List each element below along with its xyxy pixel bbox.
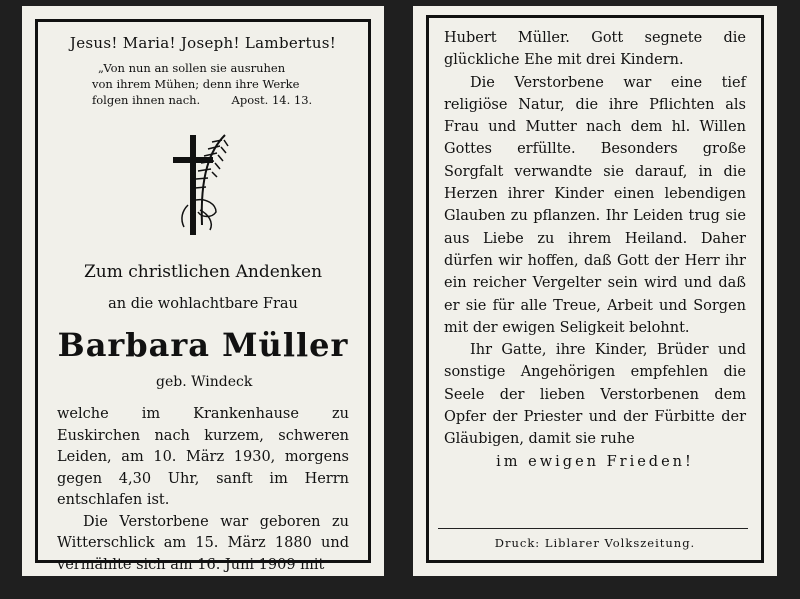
- memorial-card-right: [413, 6, 777, 576]
- divider: [438, 528, 748, 529]
- left-paragraph-2: Die Verstorbene war geboren zu Witterschlick am 15. März 1880 und vermählte sich am 16. Juni 1909 mit: [57, 513, 349, 573]
- right-paragraph-1: Hubert Müller. Gott segnete die glückliche Ehe mit drei Kindern.: [444, 30, 746, 69]
- quote-line-1: „Von nun an sollen sie ausruhen: [98, 61, 286, 75]
- quote-reference: Apost. 14. 13.: [231, 93, 313, 107]
- memorial-card-left: [22, 6, 384, 576]
- cross-with-palm-icon: [170, 130, 230, 240]
- memorial-heading: Zum christlichen Andenken: [83, 262, 323, 282]
- quote-line-2: von ihrem Mühen; denn ihre Werke: [92, 77, 300, 91]
- closing-line: im ewigen Frieden!: [496, 453, 694, 470]
- quote-line-3-text: folgen ihnen nach.: [92, 93, 201, 107]
- left-paragraph-1: welche im Krankenhause zu Euskirchen nach kurzem, schweren Leiden, am 10. März 1930, morgens gegen 4,30 Uhr, sanft im Herrn entschlafen ist.: [57, 406, 349, 508]
- invocation: Jesus! Maria! Joseph! Lambertus!: [69, 34, 337, 52]
- quote-line-3: [92, 92, 352, 108]
- deceased-name: Barbara Müller: [57, 326, 349, 364]
- maiden-name: geb. Windeck: [156, 374, 253, 390]
- right-body-text: [444, 27, 746, 473]
- scripture-quote: [92, 60, 352, 108]
- dedication-line: an die wohlachtbare Frau: [108, 296, 298, 312]
- right-paragraph-3: Ihr Gatte, ihre Kinder, Brüder und sonstige Angehörigen empfehlen die Seele der lieben Verstorbenen dem Opfer der Priester und der Fürbitte der Gläubigen, damit sie ruhe: [444, 342, 746, 448]
- printer-credit: Druck: Liblarer Volkszeitung.: [494, 536, 696, 550]
- right-paragraph-2: Die Verstorbene war eine tief religiöse Natur, die ihre Pflichten als Frau und Mutter nach dem hl. Willen Gottes erfüllte. Besonders große Sorgfalt verwandte sie darauf, in die Herzen ihrer Kinder einen lebendigen Glauben zu pflanzen. Ihr Leiden trug sie aus Liebe zu ihrem Heiland. Daher dürfen wir hoffen, daß Gott der Herr ihr ein reicher Vergelter sein wird und daß er sie für alle Treue, Arbeit und Sorgen mit der ewigen Seligkeit belohnt.: [444, 74, 746, 336]
- left-body-text: [57, 404, 349, 576]
